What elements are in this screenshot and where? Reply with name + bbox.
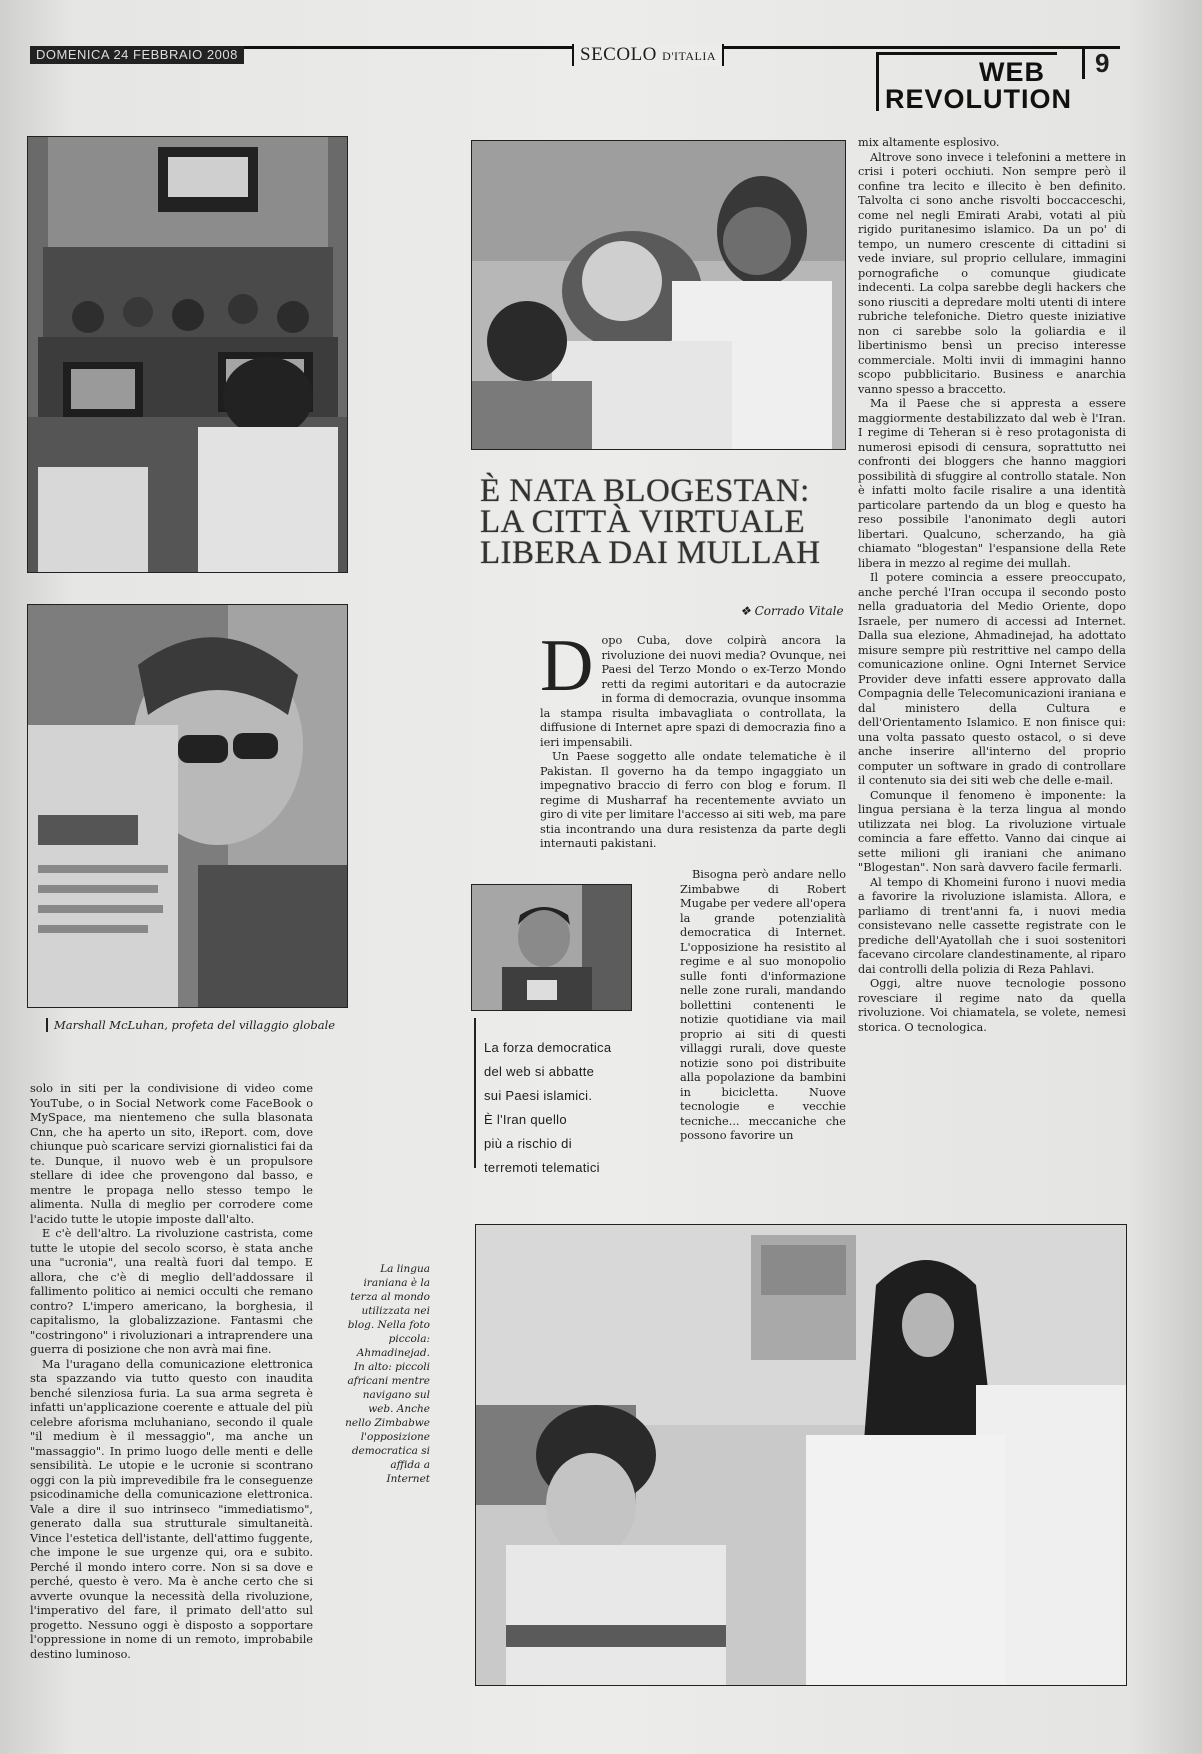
lead-text: opo Cuba, dove colpirà ancora la rivoluzione dei nuovi media? Ovunque, nei Paesi del Terzo Mondo o ex-Terzo Mondo retti da regimi autoritari e da autocrazie in forma di democrazia, ovunque insomma la stampa risulta imbavagliata o controllata, la diffusione di Internet apre spazi di democrazia fino a ieri impensabili. (540, 634, 846, 749)
photo-ahmadinejad-image (472, 885, 631, 1010)
paper-suffix: D'ITALIA (662, 49, 717, 63)
photo-iranian-women (475, 1224, 1127, 1686)
right-paragraph: Altrove sono invece i telefonini a mettere in crisi i poteri occhiuti. Non sempre però il confine tra lecito e illecito è ben definito. Talvolta ci sono anche risvolti boccacceschi, come nel negli Emirati Arabi, votati al più rigido puritanesimo islamico. Da un po' di tempo, un numero crescente di cittadini si vede inviare, sul proprio cellulare, immagini pornografiche o comunque giudicate indecenti. La colpa sarebbe degli hackers che sono riusciti a depredare molti utenti di intere rubriche telefoniche. Dietro queste iniziative non ci sarebbe solo la goliardia e il libertinismo bensì un preciso interesse commerciale. Molti invii di immagini hanno scopo pubblicitario. Business e anarchia vanno spesso a braccetto. (858, 150, 1126, 396)
right-paragraph: Ma il Paese che si appresta a essere maggiormente destabilizzato dal web è l'Iran. I regime di Teheran si è reso protagonista di numerosi episodi di censura, soprattutto nei confronti dei bloggers che hanno maggiori possibilità di sfuggire al controllo statale. Non è infatti molto facile risalire a una identità particolare partendo da un blog e questo ha reso possibile l'anonimato degli autori libertari. Qualcuno, scherzando, ha già chiamato "blogestan" l'espansione della Rete libera in mezzo al regime dei mullah. (858, 397, 1126, 570)
paper-name: SECOLO (580, 44, 657, 65)
header-date: DOMENICA 24 FEBBRAIO 2008 (30, 46, 244, 64)
pullquote-line: È l'Iran quello (484, 1112, 567, 1127)
photo-classroom-image (28, 137, 347, 572)
header-paper-name (572, 44, 724, 66)
pullquote (484, 1036, 660, 1180)
center-paragraph: Un Paese soggetto alle ondate telematiche è il Pakistan. Il governo ha da tempo ingaggiato un impegnativo braccio di ferro con blog e forum. Il regime di Musharraf ha recentemente avviato un giro di vite per limitare l'accesso ai siti web, ma pare stia incontrando una dura resistenza da parte degli internauti pakistani. (540, 750, 846, 850)
caption-iran: La lingua iraniana è la terza al mondo utilizzata nei blog. Nella foto piccola: Ahmadinejad. In alto: piccoli africani mentre navigano sul web. Anche nello Zimbabwe l'opposizione democratica si affida a Internet (345, 1263, 430, 1485)
left-paragraph: Ma l'uragano della comunicazione elettronica sta spazzando via tutto questo con inaudita benché silenziosa furia. La sua arma segreta è infatti un'applicazione coerente e attuale del più celebre aforisma mcluhaniano, secondo il quale "il medium è il messaggio", ma anche un "massaggio". In primo luogo delle menti e delle sensibilità. Le utopie e le ucronie si scontrano oggi con la più imprevedibile fra le conseguenze psicodinamiche della comunicazione elettronica. Vale a dire il suo intrinseco "immediatismo", generato dalla sua strutturale simultaneità. Vince l'estetica dell'istante, dell'attimo fuggente, che impone le sue urgenze qui, ora e subito. Perché il mondo intero corre. Non si sa dove e perché, questo è vero. Ma è anche certo che si avverte ovunque la necessità della rivoluzione, l'imperativo del fare, il primato dell'atto sul progetto. Nessuno oggi è disposto a sopportare l'oppressione in nome di un remoto, improbabile destino luminoso. (30, 1357, 313, 1661)
byline-author: Corrado Vitale (754, 604, 844, 618)
center-narrow-text (680, 868, 846, 1144)
left-paragraph: E c'è dell'altro. La rivoluzione castrista, come tutte le utopie del secolo scorso, è stata anche una "ucronia", una realtà fuori dal tempo. E allora, che c'è di meglio dell'addossare il fallimento politico ai nemici occulti che remano contro? L'impero americano, la borghesia, il capitalismo, la globalizzazione. Fantasmi che "costringono" i rivoluzionari a intraprendere una guerra di posizione che non avrà mai fine. (30, 1227, 313, 1356)
photo-mcluhan (27, 604, 348, 1008)
right-paragraph: Oggi, altre nuove tecnologie possono rovesciare il regime nato da quella rivoluzione. Voi chiamatela, se volete, nemesi storica. O tecnologica. (858, 977, 1126, 1034)
headline-line: LIBERA DAI MULLAH (480, 535, 821, 571)
right-column-text (858, 136, 1126, 1035)
right-paragraph: Comunque il fenomeno è imponente: la lingua persiana è la terza lingua al mondo utilizzata nei blog. La rivoluzione virtuale comincia a fare effetto. Vanno dai cinque ai sette milioni gli iraniani che animano "Blogestan". Non sarà davvero facile fermarli. (858, 788, 1126, 874)
section-logo-revolution: REVOLUTION (885, 84, 1073, 114)
center-narrow-paragraph: Bisogna però andare nello Zimbabwe di Robert Mugabe per vedere all'opera la grande potenzialità democratica di Internet. L'opposizione ha resistito al regime e al suo monopolio sulle fonti d'informazione nelle zone rurali, mandando bollettini contenenti le notizie quotidiane via mail proprio ai siti di questi villaggi rurali, dove queste notizie sono poi distribuite alla popolazione da bambini in bicicletta. Nuove tecnologie e vecchie tecniche... meccaniche che possono favorire un (680, 868, 846, 1142)
pullquote-line: La forza democratica (484, 1040, 612, 1055)
byline-marker-icon: ❖ (740, 604, 751, 618)
right-paragraph: Al tempo di Khomeini furono i nuovi media a favorire la rivoluzione islamista. Allora, e parliamo di trent'anni fa, i nuovi media consistevano nelle cassette registrate con le prediche dell'Ayatollah che i suoi sostenitori facevano circolare clandestinamente, al riparo dai controlli della polizia di Reza Pahlavi. (858, 875, 1126, 976)
photo-iranian-women-image (476, 1225, 1126, 1685)
pullquote-rule (474, 1018, 476, 1168)
pullquote-line: più a rischio di (484, 1136, 572, 1151)
photo-ahmadinejad (471, 884, 632, 1011)
lead-paragraph (540, 625, 846, 750)
section-logo-web: WEB (979, 57, 1045, 87)
headline-line: LA CITTÀ VIRTUALE (480, 504, 806, 540)
left-paragraph: solo in siti per la condivisione di video come YouTube, o in Social Network come FaceBook o MySpace, ma nientemeno che sulla blasonata Cnn, che ha aperto un sito, iReport. com, dove chiunque può scaricare servizi giornalistici fai da te. Dunque, il nuovo web è un propulsore stellare di idee che provengono dal basso, e mentre le propaga nello stesso tempo le alimenta. Nulla di meglio per corrodere come l'acido tutte le utopie imposte dall'alto. (30, 1082, 313, 1226)
right-paragraph: mix altamente esplosivo. (858, 136, 1000, 149)
article-byline (740, 604, 844, 618)
right-paragraph: Il potere comincia a essere preoccupato, anche perché l'Iran occupa il secondo posto nella graduatoria del Medio Oriente, dopo Israele, per numero di accessi ad Internet. Dalla sua elezione, Ahmadinejad, ha adottato misure sempre più restrittive nel campo della comunicazione online. Ogni Internet Service Provider deve infatti essere approvato dalla Compagnia delle Telecomunicazioni iraniana e dal ministero della Cultura e dell'Orientamento Islamico. E non finisce qui: una volta passato questo ostacol, o si deve anche inserire all'interno del proprio computer un software in grado di controllare il contenuto sia dei siti web che delle e-mail. (858, 571, 1126, 787)
pullquote-line: terremoti telematici (484, 1160, 600, 1175)
photo-children-image (472, 141, 845, 449)
section-logo (876, 52, 1073, 114)
photo-children (471, 140, 846, 450)
pullquote-line: sui Paesi islamici. (484, 1088, 593, 1103)
caption-mcluhan: Marshall McLuhan, profeta del villaggio globale (46, 1018, 374, 1032)
pullquote-line: del web si abbatte (484, 1064, 595, 1079)
article-headline (480, 473, 845, 571)
center-column-text (540, 625, 846, 852)
headline-line: È NATA BLOGESTAN: (480, 473, 810, 509)
left-column-text (30, 1082, 313, 1662)
photo-mcluhan-image (28, 605, 347, 1007)
photo-classroom (27, 136, 348, 573)
page-number: 9 (1082, 48, 1115, 79)
drop-cap: D (540, 625, 594, 707)
